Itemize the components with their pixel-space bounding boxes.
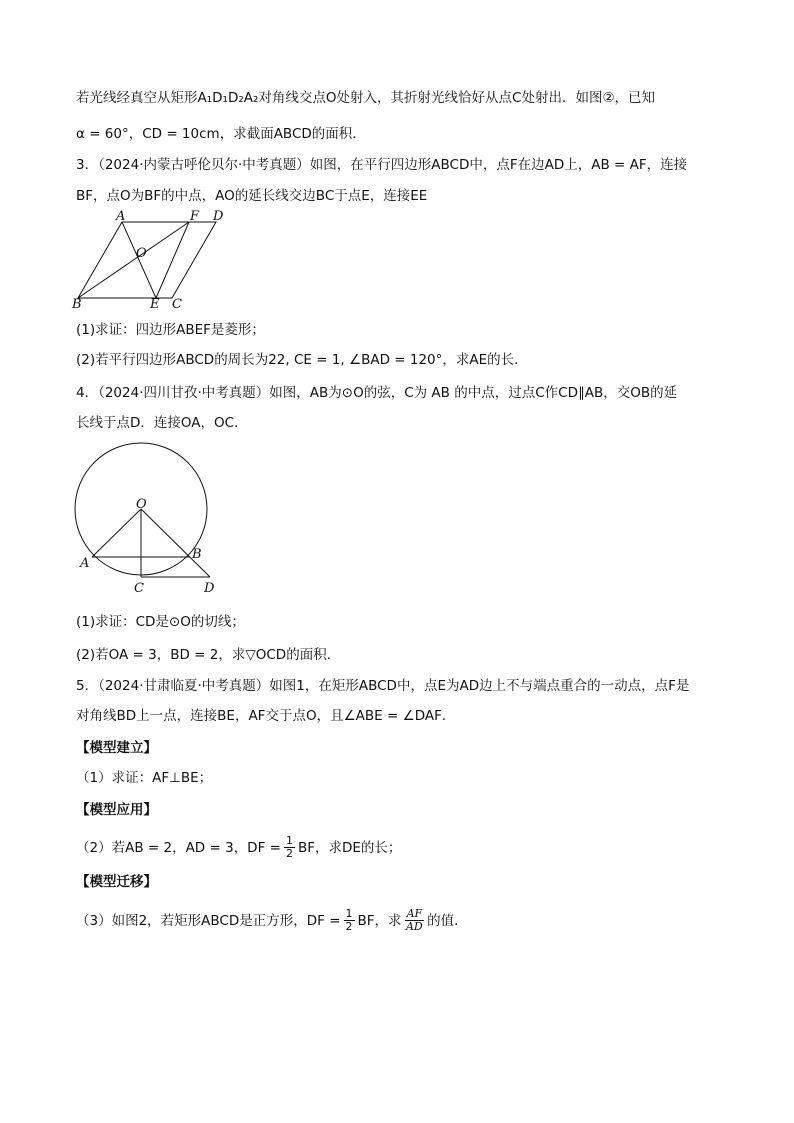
text-line-6: (2)若平行四边形ABCD的周长为22, CE = 1, ∠BAD = 120°，求AE的长． — [76, 352, 528, 368]
line16-part-a: （2）若AB = 2，AD = 3，DF = — [76, 839, 281, 856]
problem-5-heading: 5．（2024·甘肃临夏·中考真题）如图1，在矩形ABCD中，点E为AD边上不与端点重合的一动点，点F是 — [76, 678, 690, 694]
text-line-14: （1）求证：AF⊥BE； — [76, 770, 213, 786]
text-line-5: (1)求证：四边形ABEF是菱形； — [76, 322, 265, 338]
text-line-18 — [76, 908, 726, 933]
line16-part-b: BF，求DE的长； — [297, 839, 402, 856]
label-c: C — [134, 581, 144, 596]
text-line-9: (1)求证：CD是⊙O的切线； — [76, 614, 245, 630]
label-f: F — [190, 210, 200, 224]
parallelogram-figure — [70, 210, 240, 310]
fraction-denominator: 2 — [285, 847, 293, 860]
fraction-half — [344, 908, 355, 933]
fraction-half — [284, 835, 295, 860]
line18-part-a: （3）如图2，若矩形ABCD是正方形，DF = — [76, 912, 341, 929]
fraction-af-ad — [405, 908, 425, 933]
label-b: B — [192, 547, 202, 562]
fraction-denominator: AD — [405, 920, 423, 933]
text-line-12: 对角线BD上一点，连接BE，AF交于点O，且∠ABE = ∠DAF． — [76, 708, 456, 724]
label-o: O — [136, 497, 147, 512]
section-model-apply: 【模型应用】 — [76, 802, 157, 818]
text-line-1: 若光线经真空从矩形A₁D₁D₂A₂对角线交点O处射入，其折射光线恰好从点C处射出．如图②，已知 — [76, 90, 656, 106]
line18-part-c: 的值． — [427, 912, 468, 929]
segment-od — [141, 509, 210, 577]
text-line-4: BF，点O为BF的中点，AO的延长线交边BC于点E，连接EE — [76, 188, 428, 204]
label-d: D — [204, 581, 215, 596]
problem-3-heading: 3．（2024·内蒙古呼伦贝尔·中考真题）如图，在平行四边形ABCD中，点F在边AD上，AB = AF，连接 — [76, 157, 688, 173]
fraction-numerator: 1 — [285, 834, 293, 847]
section-model-transfer: 【模型迁移】 — [76, 874, 157, 890]
line18-part-b: BF，求 — [357, 912, 402, 929]
text-line-2: α = 60°，CD = 10cm，求截面ABCD的面积． — [76, 126, 366, 142]
label-b: B — [72, 297, 82, 310]
section-model-build: 【模型建立】 — [76, 740, 157, 756]
label-d: D — [213, 210, 224, 224]
label-e: E — [150, 297, 160, 310]
label-a: A — [80, 556, 90, 571]
problem-4-heading: 4．（2024·四川甘孜·中考真题）如图，AB为⊙O的弦，C为 AB 的中点，过点C作CD∥AB，交OB的延 — [76, 385, 678, 401]
segment-oa — [92, 509, 141, 557]
text-line-16 — [76, 835, 726, 860]
label-a: A — [116, 210, 126, 224]
label-c: C — [172, 297, 182, 310]
fraction-numerator: 1 — [345, 907, 353, 920]
circle-figure — [68, 430, 228, 600]
text-line-8: 长线于点D．连接OA，OC． — [76, 415, 248, 431]
fraction-denominator: 2 — [345, 920, 353, 933]
text-line-10: (2)若OA = 3，BD = 2，求▽OCD的面积． — [76, 647, 341, 663]
parallelogram-abcd — [78, 222, 216, 298]
label-o: O — [136, 246, 147, 261]
fraction-numerator: AF — [406, 907, 423, 920]
